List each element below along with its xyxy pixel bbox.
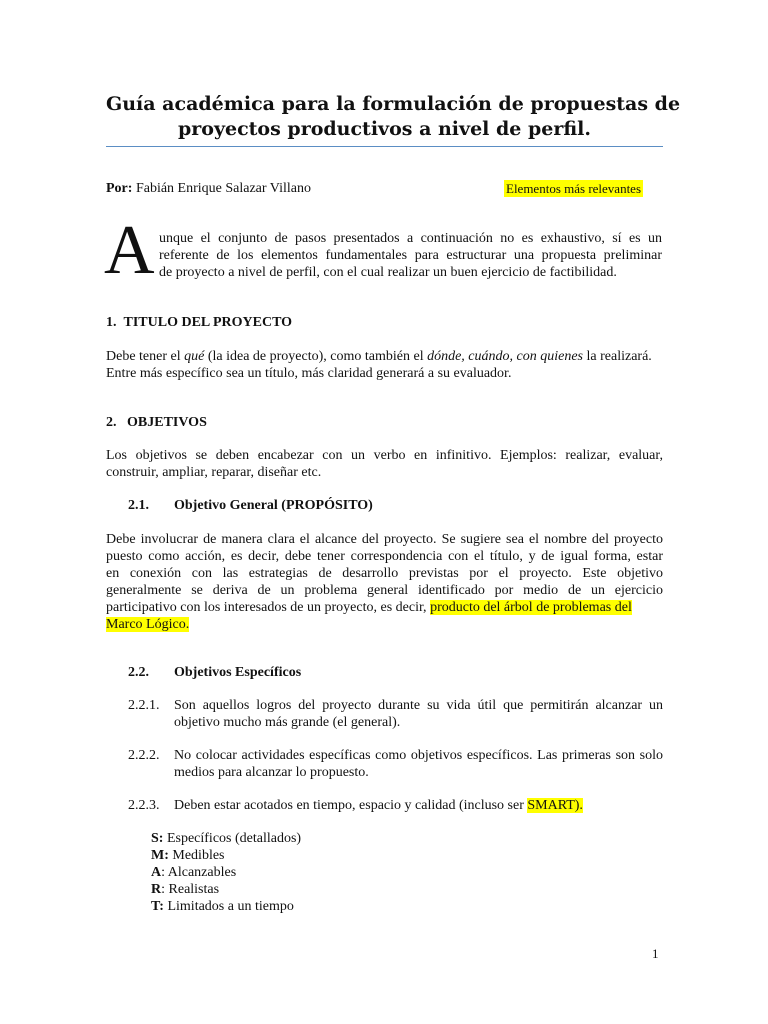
text-run: (la idea de proyecto), como también el	[204, 349, 428, 364]
smart-item	[151, 898, 301, 915]
item-line	[174, 797, 663, 814]
subsection-heading-objetivo-general	[128, 497, 373, 514]
highlighted-text: SMART).	[527, 798, 583, 813]
section-number: 2.1.	[128, 498, 149, 513]
text-run: participativo con los interesados de un proyecto, es decir,	[106, 600, 431, 615]
paragraph-line: construir, ampliar, reparar, diseñar etc.	[106, 465, 322, 480]
section-title: TITULO DEL PROYECTO	[123, 315, 293, 330]
smart-item	[151, 830, 301, 847]
smart-item	[151, 864, 301, 881]
paragraph-line: Entre más específico sea un título, más claridad generará a su evaluador.	[106, 366, 512, 381]
section-title: Objetivo General (PROPÓSITO)	[174, 498, 373, 513]
highlighted-text: producto del árbol de problemas del	[430, 600, 632, 615]
paragraph-line	[106, 616, 663, 633]
list-item	[128, 797, 663, 814]
subsection-heading-objetivos-especificos	[128, 664, 302, 681]
section-number: 2.2.	[128, 665, 149, 680]
text-run-italic: dónde, cuándo, con quienes	[427, 349, 584, 364]
smart-key: R	[151, 882, 162, 897]
smart-key: A	[151, 865, 162, 880]
section-title: OBJETIVOS	[127, 415, 207, 430]
item-number: 2.2.3.	[128, 798, 160, 813]
item-number: 2.2.1.	[128, 698, 160, 713]
text-run: Deben estar acotados en tiempo, espacio y calidad (incluso ser	[174, 798, 528, 813]
page-number: 1	[652, 946, 659, 961]
paragraph-line	[106, 599, 663, 616]
section-1-paragraph	[106, 348, 663, 382]
intro-line: referente de los elementos fundamentales para estructurar una propuesta preliminar	[159, 248, 662, 263]
author-label: Por:	[106, 181, 133, 196]
author-line	[106, 180, 311, 197]
smart-item	[151, 847, 301, 864]
smart-value: Medibles	[168, 848, 225, 863]
smart-value: : Alcanzables	[161, 865, 237, 880]
section-2-1-paragraph	[106, 531, 663, 633]
smart-key: S:	[151, 831, 164, 846]
text-run-italic: qué	[184, 349, 205, 364]
smart-key: T:	[151, 899, 164, 914]
title-divider	[106, 146, 663, 147]
author-name: Fabián Enrique Salazar Villano	[135, 181, 311, 196]
item-line: Son aquellos logros del proyecto durante su vida útil que permitirán alcanzar un	[174, 698, 663, 713]
paragraph-line: generalmente se deriva de un problema general identificado por medio de un ejercicio	[106, 583, 663, 598]
smart-value: Limitados a un tiempo	[163, 899, 294, 914]
item-number: 2.2.2.	[128, 748, 160, 763]
list-item	[128, 747, 663, 781]
section-heading-titulo	[106, 314, 292, 331]
title-line-1: Guía académica para la formulación de propuestas de	[106, 93, 681, 115]
intro-paragraph	[159, 230, 662, 281]
paragraph-line: en conexión con las estrategias de desarrollo previstas por el proyecto. Este objetivo	[106, 566, 663, 581]
section-number: 2.	[106, 415, 117, 430]
text-run: Debe tener el	[106, 349, 185, 364]
text-run: la realizará.	[583, 349, 652, 364]
smart-key: M:	[151, 848, 169, 863]
section-heading-objetivos	[106, 414, 207, 431]
smart-list	[151, 830, 301, 915]
intro-line: unque el conjunto de pasos presentados a continuación no es exhaustivo, sí es un	[159, 231, 662, 246]
drop-cap: A	[104, 212, 155, 289]
paragraph-line: Los objetivos se deben encabezar con un verbo en infinitivo. Ejemplos: realizar, evaluar,	[106, 448, 663, 463]
smart-value: Específicos (detallados)	[163, 831, 302, 846]
item-line: medios para alcanzar lo propuesto.	[174, 765, 369, 780]
item-line: No colocar actividades específicas como objetivos específicos. Las primeras son solo	[174, 748, 663, 763]
document-title	[106, 92, 681, 142]
smart-item	[151, 881, 301, 898]
item-line: objetivo mucho más grande (el general).	[174, 715, 401, 730]
section-title: Objetivos Específicos	[174, 665, 302, 680]
intro-line: de proyecto a nivel de perfil, con el cual realizar un buen ejercicio de factibilidad.	[159, 265, 617, 280]
section-2-paragraph	[106, 447, 663, 481]
title-line-2: proyectos productivos a nivel de perfil.	[177, 118, 592, 140]
relevant-elements-tag: Elementos más relevantes	[506, 181, 642, 196]
paragraph-line: Debe involucrar de manera clara el alcance del proyecto. Se sugiere sea el nombre del proyecto	[106, 532, 663, 547]
smart-value: : Realistas	[161, 882, 220, 897]
section-number: 1.	[106, 315, 117, 330]
list-item	[128, 697, 663, 731]
highlighted-text: Marco Lógico.	[106, 617, 190, 632]
paragraph-line: puesto como acción, es decir, debe tener correspondencia con el título, y de igual forma, estar	[106, 549, 663, 564]
